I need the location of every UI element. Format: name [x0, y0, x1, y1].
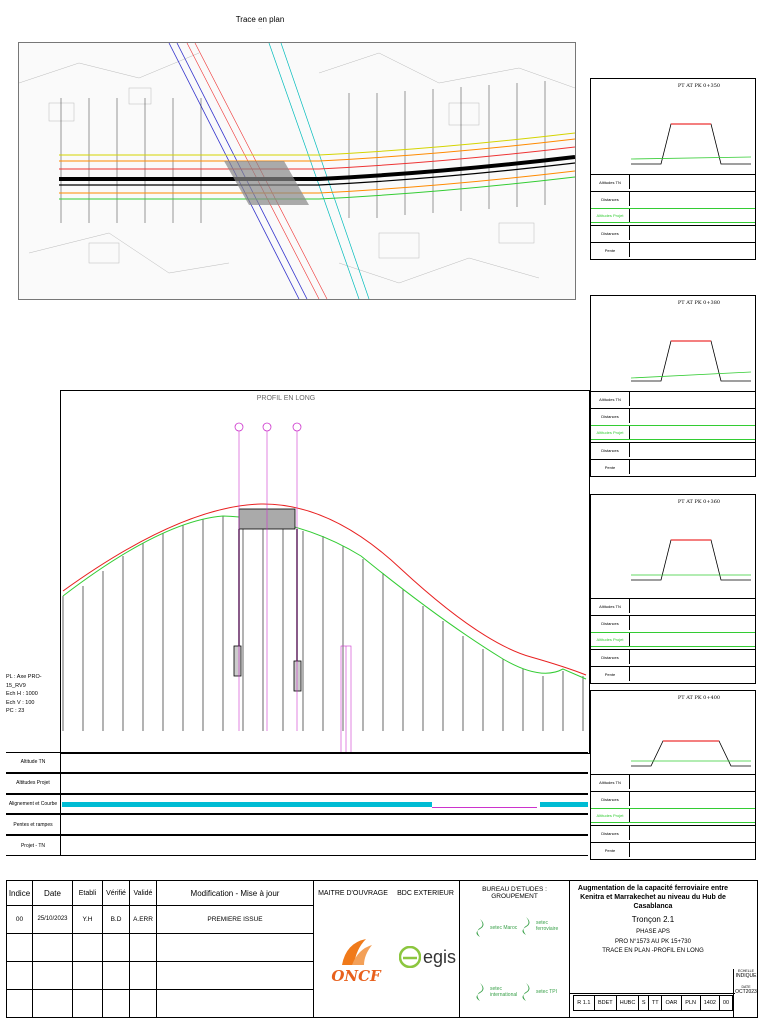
xs-row: [591, 791, 755, 806]
rev-date: 25/10/2023: [33, 905, 73, 933]
cross-section-drawing: [591, 79, 755, 179]
band-row-altitude-tn: [6, 752, 588, 773]
profile-title: PROFIL EN LONG: [256, 395, 316, 402]
xs-row: [591, 459, 755, 474]
plan-scale-note: · · ·: [257, 26, 263, 30]
setec-international-text: setec international: [490, 986, 518, 998]
band-row-alignement: [6, 794, 588, 815]
xs-row-label: Distances: [591, 826, 630, 840]
oncf-logo-mark: [336, 935, 376, 969]
xs-row-label: Altitudes Projet: [591, 209, 630, 222]
code-strip: [573, 995, 733, 1011]
xs-row-label: Pente: [591, 243, 630, 257]
xs-row-label: Distances: [591, 226, 630, 240]
code-cell: BDET: [595, 996, 617, 1010]
profile-axis-note: PL : Axe PRO-15_RV9: [6, 674, 42, 689]
echelle-value: INDIQUE: [735, 973, 757, 979]
xs-row: [591, 825, 755, 840]
xs-row-label: Altitudes TN: [591, 775, 630, 789]
code-cell: 00: [722, 1000, 730, 1006]
cross-section-header: PT AT PK 0+400: [677, 695, 721, 701]
alignment-straight: [62, 802, 432, 807]
setec-maroc-logo: [473, 913, 523, 943]
rev-etabli: Y.H: [73, 905, 103, 933]
egis-logo-text: egis: [423, 946, 457, 967]
band-label: Alignement et Courbe: [6, 795, 61, 814]
xs-row: [591, 632, 755, 647]
egis-logo-mark: [399, 946, 421, 968]
cross-section-4: [590, 690, 756, 860]
xs-row-label: Altitudes TN: [591, 599, 630, 613]
xs-row-label: Distances: [591, 409, 630, 423]
xs-row-label: Altitudes Projet: [591, 426, 630, 439]
rev-header-etabli: Etabli: [73, 881, 103, 905]
rev-header-date: Date: [33, 881, 73, 905]
setec-international-logo: [473, 977, 523, 1007]
project-title: Augmentation de la capacité ferroviaire entre Kenitra et Marrakechet au niveau du Hub de Casablanca: [577, 885, 729, 910]
rev-indice: 00: [7, 905, 33, 933]
alignment-straight-2: [540, 802, 588, 807]
cross-section-3: [590, 494, 756, 684]
setec-leaf-icon: [519, 917, 533, 935]
setec-leaf-icon: [519, 983, 533, 1001]
alignment-band: [62, 795, 588, 814]
oncf-logo-text: ONCF: [331, 967, 381, 985]
sheet-title: TRACE EN PLAN -PROFIL EN LONG: [602, 948, 704, 954]
cross-section-drawing: [591, 495, 755, 595]
xs-row-label: Distances: [591, 650, 630, 664]
xs-row-label: Distances: [591, 616, 630, 630]
code-cell: 1402: [701, 996, 720, 1010]
plan-drawing: [19, 43, 575, 299]
phase: PHASE APS: [636, 929, 670, 935]
xs-row: [591, 242, 755, 257]
maitre-ouvrage-label: MAITRE D'OUVRAGE: [318, 889, 388, 897]
band-label: Altitudes Projet: [6, 774, 61, 793]
xs-row: [591, 598, 755, 613]
band-label: Projet - TN: [6, 836, 61, 855]
profile-drawing: [61, 391, 589, 753]
echelle-label: ECHELLE: [738, 969, 754, 973]
xs-row: [591, 174, 755, 189]
rev-header-valide: Validé: [130, 881, 157, 905]
setec-maroc-text: setec Maroc: [490, 925, 518, 931]
pro-number: PRO N°1573 AU PK 15+730: [615, 939, 691, 945]
profile-scale-v: Ech V : 100: [6, 699, 35, 706]
cross-section-1: [590, 78, 756, 260]
xs-row: [591, 649, 755, 664]
scale-date-box: [733, 969, 758, 1017]
cross-section-header: PT AT PK 0+350: [677, 83, 721, 89]
xs-row: [591, 408, 755, 423]
xs-row-label: Distances: [591, 192, 630, 206]
cross-section-drawing: [591, 691, 755, 781]
setec-leaf-icon: [473, 919, 487, 937]
band-label: Pentes et rampes: [6, 815, 61, 834]
rev-header-indice: Indice: [7, 881, 33, 905]
xs-row: [591, 442, 755, 457]
xs-row: [591, 191, 755, 206]
xs-row-label: Pente: [591, 460, 630, 474]
setec-ferroviaire-logo: [519, 911, 569, 941]
date-value: OCT2023: [735, 989, 757, 995]
rev-header-verifie: Vérifié: [103, 881, 130, 905]
rev-modification: PREMIERE ISSUE: [157, 905, 314, 933]
xs-row-label: Altitudes Projet: [591, 633, 630, 646]
title-block: [6, 880, 758, 1018]
plan-title: Trace en plan: [235, 15, 285, 24]
oncf-logo: [325, 929, 387, 989]
xs-row-label: Altitudes Projet: [591, 809, 630, 822]
date-label: DATE: [741, 985, 751, 989]
rev-header-modification: Modification - Mise à jour: [157, 881, 314, 905]
code-cell: S: [639, 996, 649, 1010]
bdc-label: BDC EXTERIEUR: [392, 881, 460, 905]
troncon: Tronçon 2.1: [631, 915, 675, 924]
cross-section-header: PT AT PK 0+360: [677, 499, 721, 505]
xs-row-label: Distances: [591, 792, 630, 806]
bureau-label: BUREAU D'ETUDES : GROUPEMENT: [460, 881, 570, 905]
xs-row-label: Altitudes TN: [591, 392, 630, 406]
egis-logo: [399, 937, 459, 977]
long-profile: [60, 390, 590, 754]
code-cell: TT: [649, 996, 662, 1010]
band-row-projet-tn: [6, 835, 588, 856]
profile-band-table: [6, 752, 588, 856]
cross-section-header: PT AT PK 0+380: [677, 300, 721, 306]
code-cell: OAR: [662, 996, 681, 1010]
xs-row: [591, 842, 755, 857]
xs-row: [591, 225, 755, 240]
band-row-pentes: [6, 814, 588, 835]
xs-row: [591, 425, 755, 440]
xs-row-label: Altitudes TN: [591, 175, 630, 189]
setec-leaf-icon: [473, 983, 487, 1001]
band-label: Altitude TN: [6, 753, 61, 772]
setec-tpi-text: setec TPI: [536, 989, 558, 995]
xs-row-label: Pente: [591, 843, 630, 857]
code-cell: PLN: [682, 996, 701, 1010]
rev-verifie: B.D: [103, 905, 130, 933]
xs-row: [591, 808, 755, 823]
setec-ferroviaire-text: setec ferroviaire: [536, 920, 559, 932]
profile-pc: PC : 23: [6, 708, 25, 714]
profile-info: [6, 673, 61, 716]
code-cell: R 1.1: [574, 996, 595, 1010]
profile-scale-h: Ech H : 1000: [6, 691, 38, 697]
xs-row: [591, 208, 755, 223]
xs-row: [591, 615, 755, 630]
xs-row-label: Pente: [591, 667, 630, 681]
setec-tpi-logo: [519, 977, 569, 1007]
xs-row-label: Distances: [591, 443, 630, 457]
xs-row: [591, 666, 755, 681]
alignment-curve: [432, 802, 537, 808]
cross-section-2: [590, 295, 756, 477]
code-cell: HUBC: [617, 996, 639, 1010]
xs-row: [591, 774, 755, 789]
cross-section-drawing: [591, 296, 755, 396]
band-row-altitude-projet: [6, 773, 588, 794]
rev-valide: A.ERR: [130, 905, 157, 933]
xs-row: [591, 391, 755, 406]
plan-view: [18, 42, 576, 300]
